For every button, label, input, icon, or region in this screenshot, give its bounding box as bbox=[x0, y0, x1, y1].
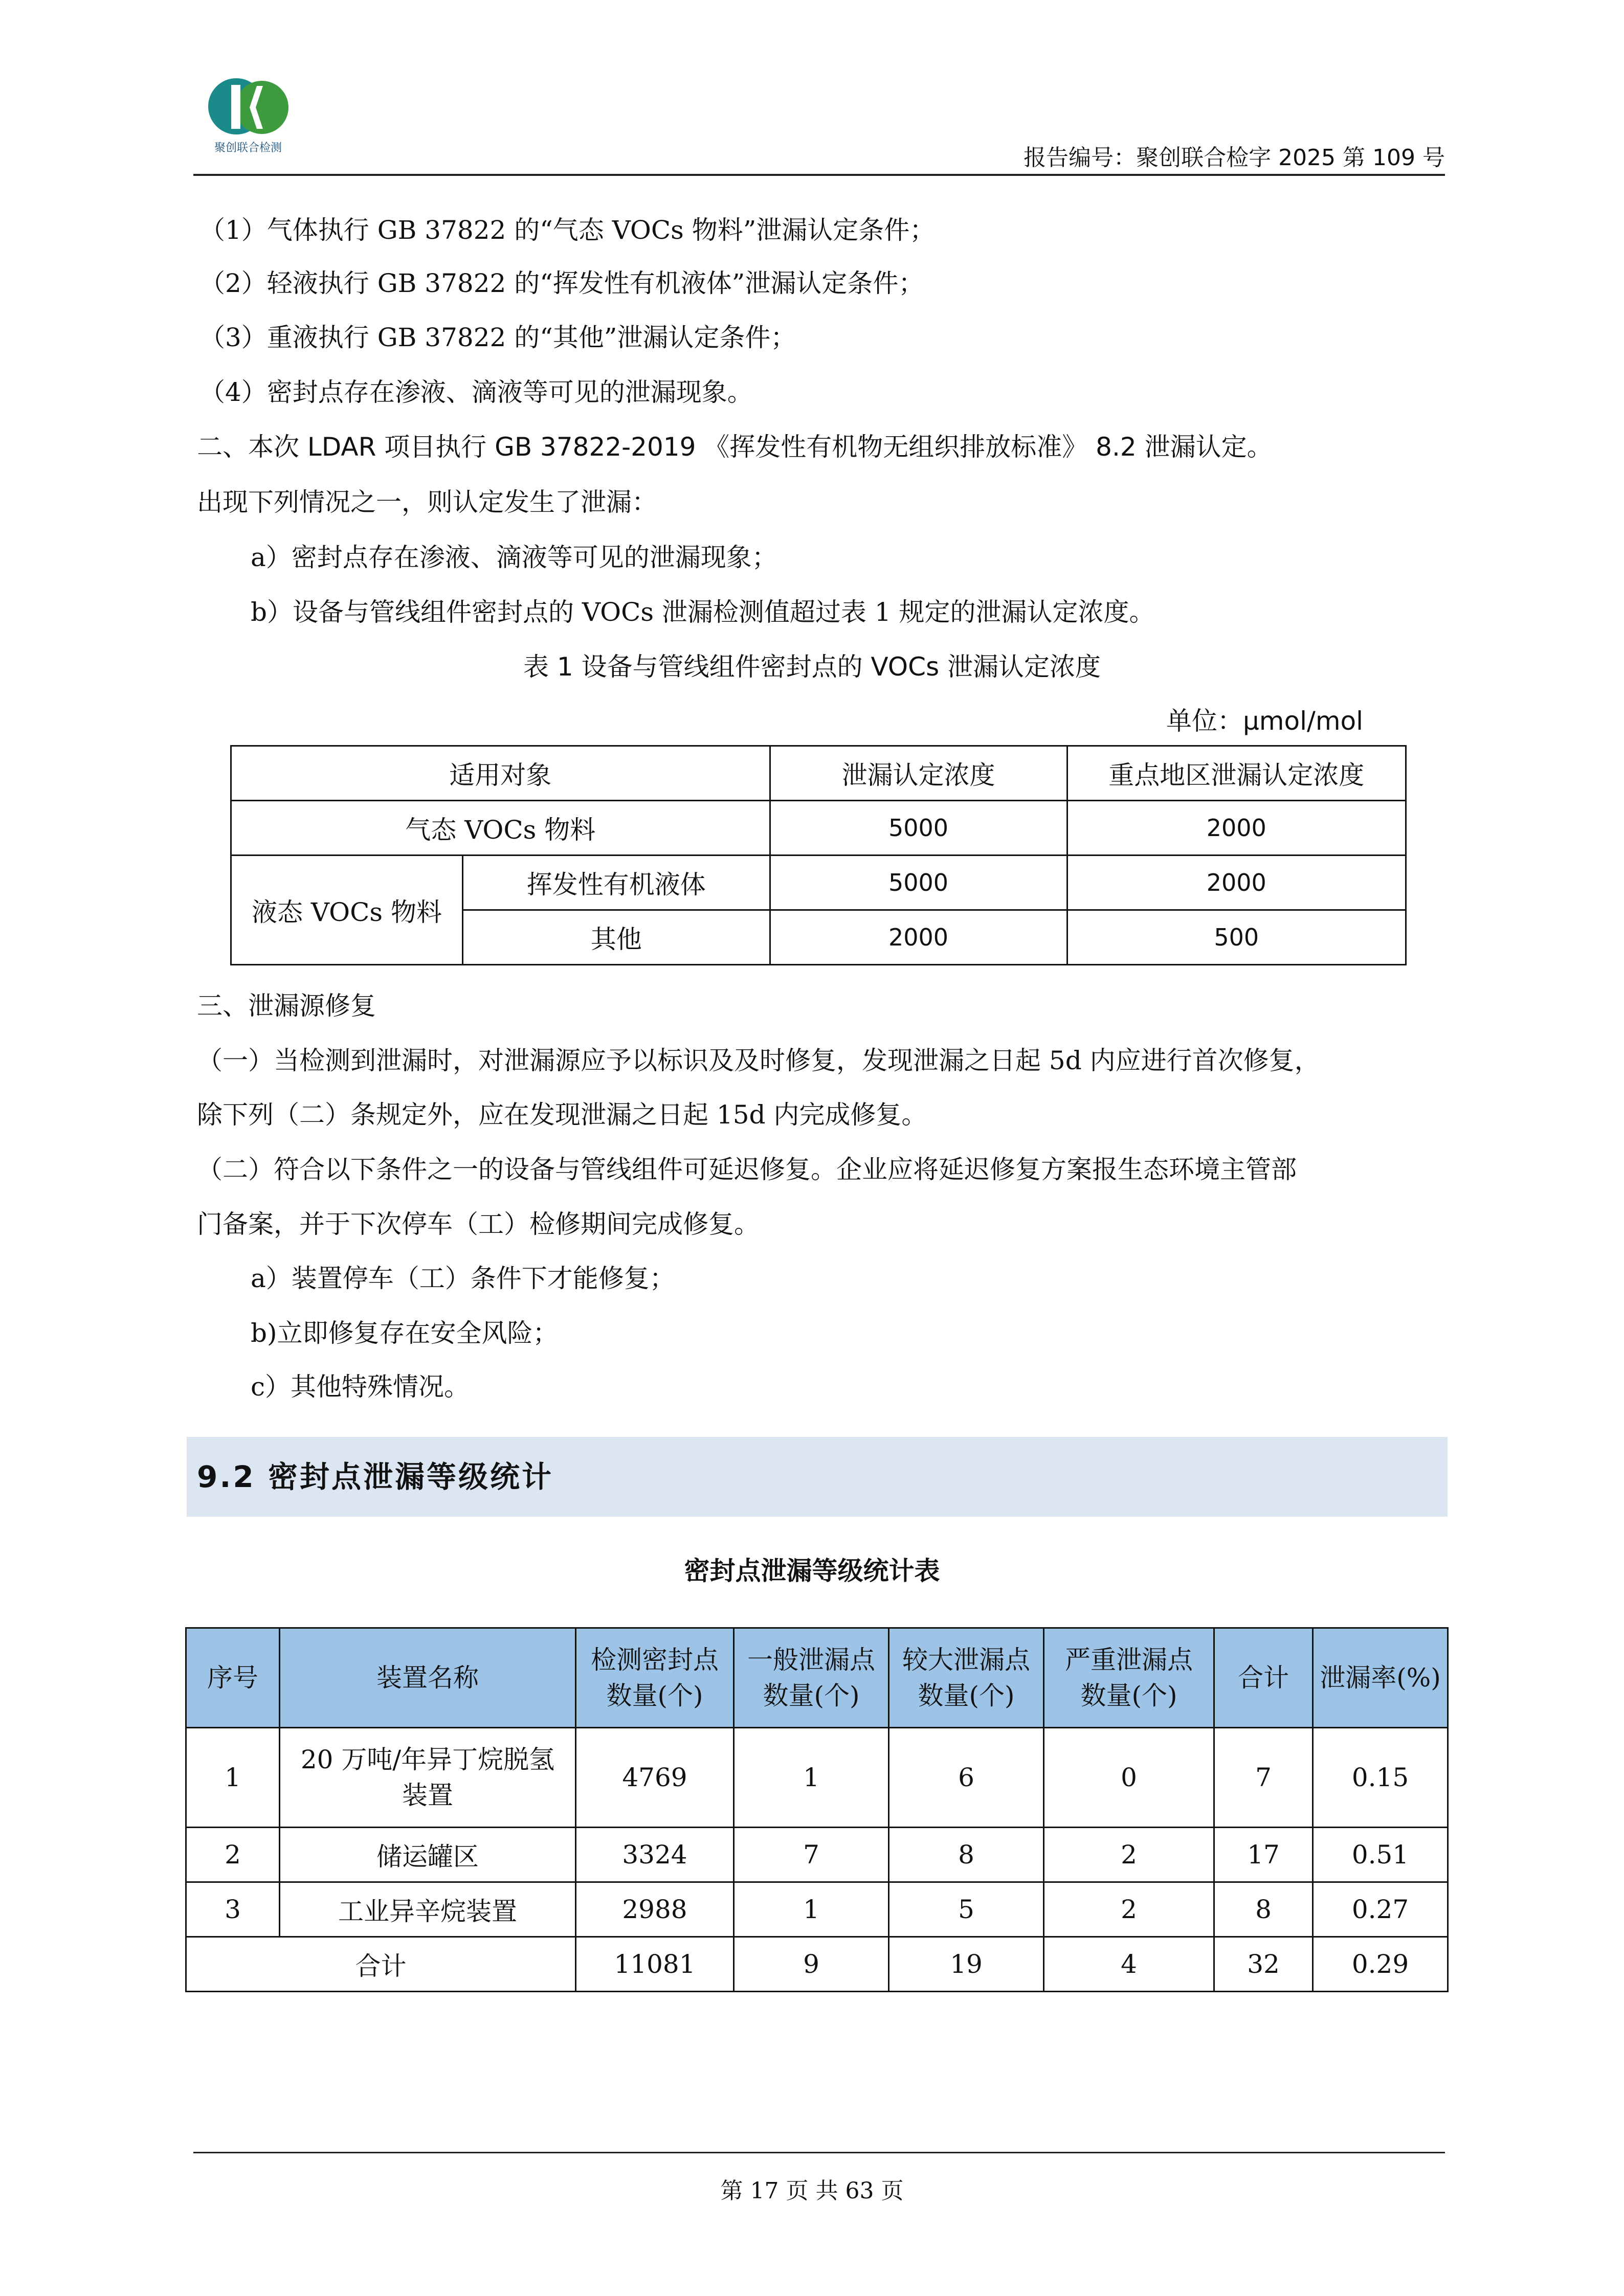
table-cell: 7 bbox=[734, 1828, 889, 1882]
table-header-cell: 适用对象 bbox=[231, 746, 770, 801]
table-header-row bbox=[231, 746, 1406, 801]
table-header-cell: 泄漏认定浓度 bbox=[770, 746, 1067, 801]
table-cell: 20 万吨/年异丁烷脱氢 装置 bbox=[280, 1728, 576, 1828]
table-cell: 2 bbox=[186, 1828, 280, 1882]
table1-caption: 表 1 设备与管线组件密封点的 VOCs 泄漏认定浓度 bbox=[523, 652, 1101, 682]
table-cell: 32 bbox=[1214, 1937, 1313, 1992]
section3-paragraph: （一）当检测到泄漏时，对泄漏源应予以标识及及时修复，发现泄漏之日起 5d 内应进行首次修复， bbox=[197, 1046, 1320, 1075]
table-header-row bbox=[186, 1628, 1448, 1728]
table-cell: 5000 bbox=[770, 801, 1067, 856]
section3-item: c）其他特殊情况。 bbox=[251, 1372, 470, 1402]
section2-intro: 出现下列情况之一，则认定发生了泄漏： bbox=[197, 487, 657, 517]
table-cell: 1 bbox=[186, 1728, 280, 1828]
section3-item: b)立即修复存在安全风险； bbox=[251, 1318, 559, 1348]
table-cell: 3 bbox=[186, 1882, 280, 1937]
table2-caption: 密封点泄漏等级统计表 bbox=[684, 1556, 940, 1586]
table-header-cell: 装置名称 bbox=[280, 1628, 576, 1728]
table-cell: 11081 bbox=[576, 1937, 734, 1992]
leak-threshold-table bbox=[230, 745, 1407, 965]
table-cell: 9 bbox=[734, 1937, 889, 1992]
table-cell: 2000 bbox=[1067, 856, 1406, 910]
table-cell: 工业异辛烷装置 bbox=[280, 1882, 576, 1937]
table-row bbox=[231, 856, 1406, 910]
leak-grade-table bbox=[185, 1627, 1449, 1992]
section-title: 9.2 密封点泄漏等级统计 bbox=[197, 1459, 553, 1494]
table-cell: 8 bbox=[889, 1828, 1044, 1882]
table-cell: 储运罐区 bbox=[280, 1828, 576, 1882]
table-cell: 2 bbox=[1044, 1828, 1214, 1882]
table-row bbox=[186, 1828, 1448, 1882]
table-header-cell: 序号 bbox=[186, 1628, 280, 1728]
table-cell: 2988 bbox=[576, 1882, 734, 1937]
table-cell: 2 bbox=[1044, 1882, 1214, 1937]
section3-paragraph: （二）符合以下条件之一的设备与管线组件可延迟修复。企业应将延迟修复方案报生态环境主管部 bbox=[197, 1155, 1297, 1184]
table-row bbox=[231, 801, 1406, 856]
table-cell: 4769 bbox=[576, 1728, 734, 1828]
section3-item: a）装置停车（工）条件下才能修复； bbox=[251, 1264, 675, 1293]
section3-paragraph: 门备案，并于下次停车（工）检修期间完成修复。 bbox=[197, 1209, 760, 1239]
table-cell: 500 bbox=[1067, 910, 1406, 965]
company-logo bbox=[199, 71, 297, 168]
table-cell: 0.51 bbox=[1313, 1828, 1448, 1882]
table-row bbox=[186, 1728, 1448, 1828]
section-heading-band bbox=[187, 1437, 1448, 1517]
condition-item: （2）轻液执行 GB 37822 的“挥发性有机液体”泄漏认定条件； bbox=[199, 268, 924, 298]
table-row bbox=[186, 1882, 1448, 1937]
table-cell: 0 bbox=[1044, 1728, 1214, 1828]
table-cell: 0.27 bbox=[1313, 1882, 1448, 1937]
table-cell: 其他 bbox=[463, 910, 770, 965]
table-cell: 1 bbox=[734, 1882, 889, 1937]
table-cell: 合计 bbox=[186, 1937, 576, 1992]
table-cell: 3324 bbox=[576, 1828, 734, 1882]
condition-item: （3）重液执行 GB 37822 的“其他”泄漏认定条件； bbox=[199, 323, 796, 352]
table-header-cell: 较大泄漏点 数量(个) bbox=[889, 1628, 1044, 1728]
section3-heading: 三、泄漏源修复 bbox=[197, 991, 376, 1021]
table-cell: 0.15 bbox=[1313, 1728, 1448, 1828]
table-cell: 7 bbox=[1214, 1728, 1313, 1828]
table-cell: 气态 VOCs 物料 bbox=[231, 801, 770, 856]
table-header-cell: 严重泄漏点 数量(个) bbox=[1044, 1628, 1214, 1728]
footer-divider bbox=[193, 2152, 1445, 2153]
table-cell: 2000 bbox=[770, 910, 1067, 965]
table-cell: 5 bbox=[889, 1882, 1044, 1937]
section2-item: b）设备与管线组件密封点的 VOCs 泄漏检测值超过表 1 规定的泄漏认定浓度。 bbox=[251, 597, 1155, 627]
table-cell: 0.29 bbox=[1313, 1937, 1448, 1992]
table-cell: 2000 bbox=[1067, 801, 1406, 856]
condition-item: （4）密封点存在渗液、滴液等可见的泄漏现象。 bbox=[199, 377, 753, 407]
logo-text: 聚创联合检测 bbox=[214, 142, 282, 154]
table-cell: 19 bbox=[889, 1937, 1044, 1992]
header-divider bbox=[193, 174, 1445, 176]
table-cell: 液态 VOCs 物料 bbox=[231, 856, 463, 965]
section3-paragraph: 除下列（二）条规定外，应在发现泄漏之日起 15d 内完成修复。 bbox=[197, 1100, 927, 1130]
table-header-cell: 一般泄漏点 数量(个) bbox=[734, 1628, 889, 1728]
table1-unit: 单位：μmol/mol bbox=[1166, 706, 1364, 736]
report-number: 报告编号：聚创联合检字 2025 第 109 号 bbox=[1024, 145, 1445, 171]
table-cell: 8 bbox=[1214, 1882, 1313, 1937]
table-cell: 挥发性有机液体 bbox=[463, 856, 770, 910]
table-header-cell: 重点地区泄漏认定浓度 bbox=[1067, 746, 1406, 801]
table-cell: 4 bbox=[1044, 1937, 1214, 1992]
table-header-cell: 合计 bbox=[1214, 1628, 1313, 1728]
table-header-cell: 泄漏率(%) bbox=[1313, 1628, 1448, 1728]
section2-item: a）密封点存在渗液、滴液等可见的泄漏现象； bbox=[251, 543, 777, 572]
table-cell: 6 bbox=[889, 1728, 1044, 1828]
condition-item: （1）气体执行 GB 37822 的“气态 VOCs 物料”泄漏认定条件； bbox=[199, 215, 936, 245]
table-cell: 1 bbox=[734, 1728, 889, 1828]
table-header-cell: 检测密封点 数量(个) bbox=[576, 1628, 734, 1728]
table-summary-row bbox=[186, 1937, 1448, 1992]
table-cell: 17 bbox=[1214, 1828, 1313, 1882]
table-cell: 5000 bbox=[770, 856, 1067, 910]
page-number: 第 17 页 共 63 页 bbox=[720, 2178, 904, 2204]
section2-heading: 二、本次 LDAR 项目执行 GB 37822-2019 《挥发性有机物无组织排放标准》 8.2 泄漏认定。 bbox=[197, 432, 1273, 462]
